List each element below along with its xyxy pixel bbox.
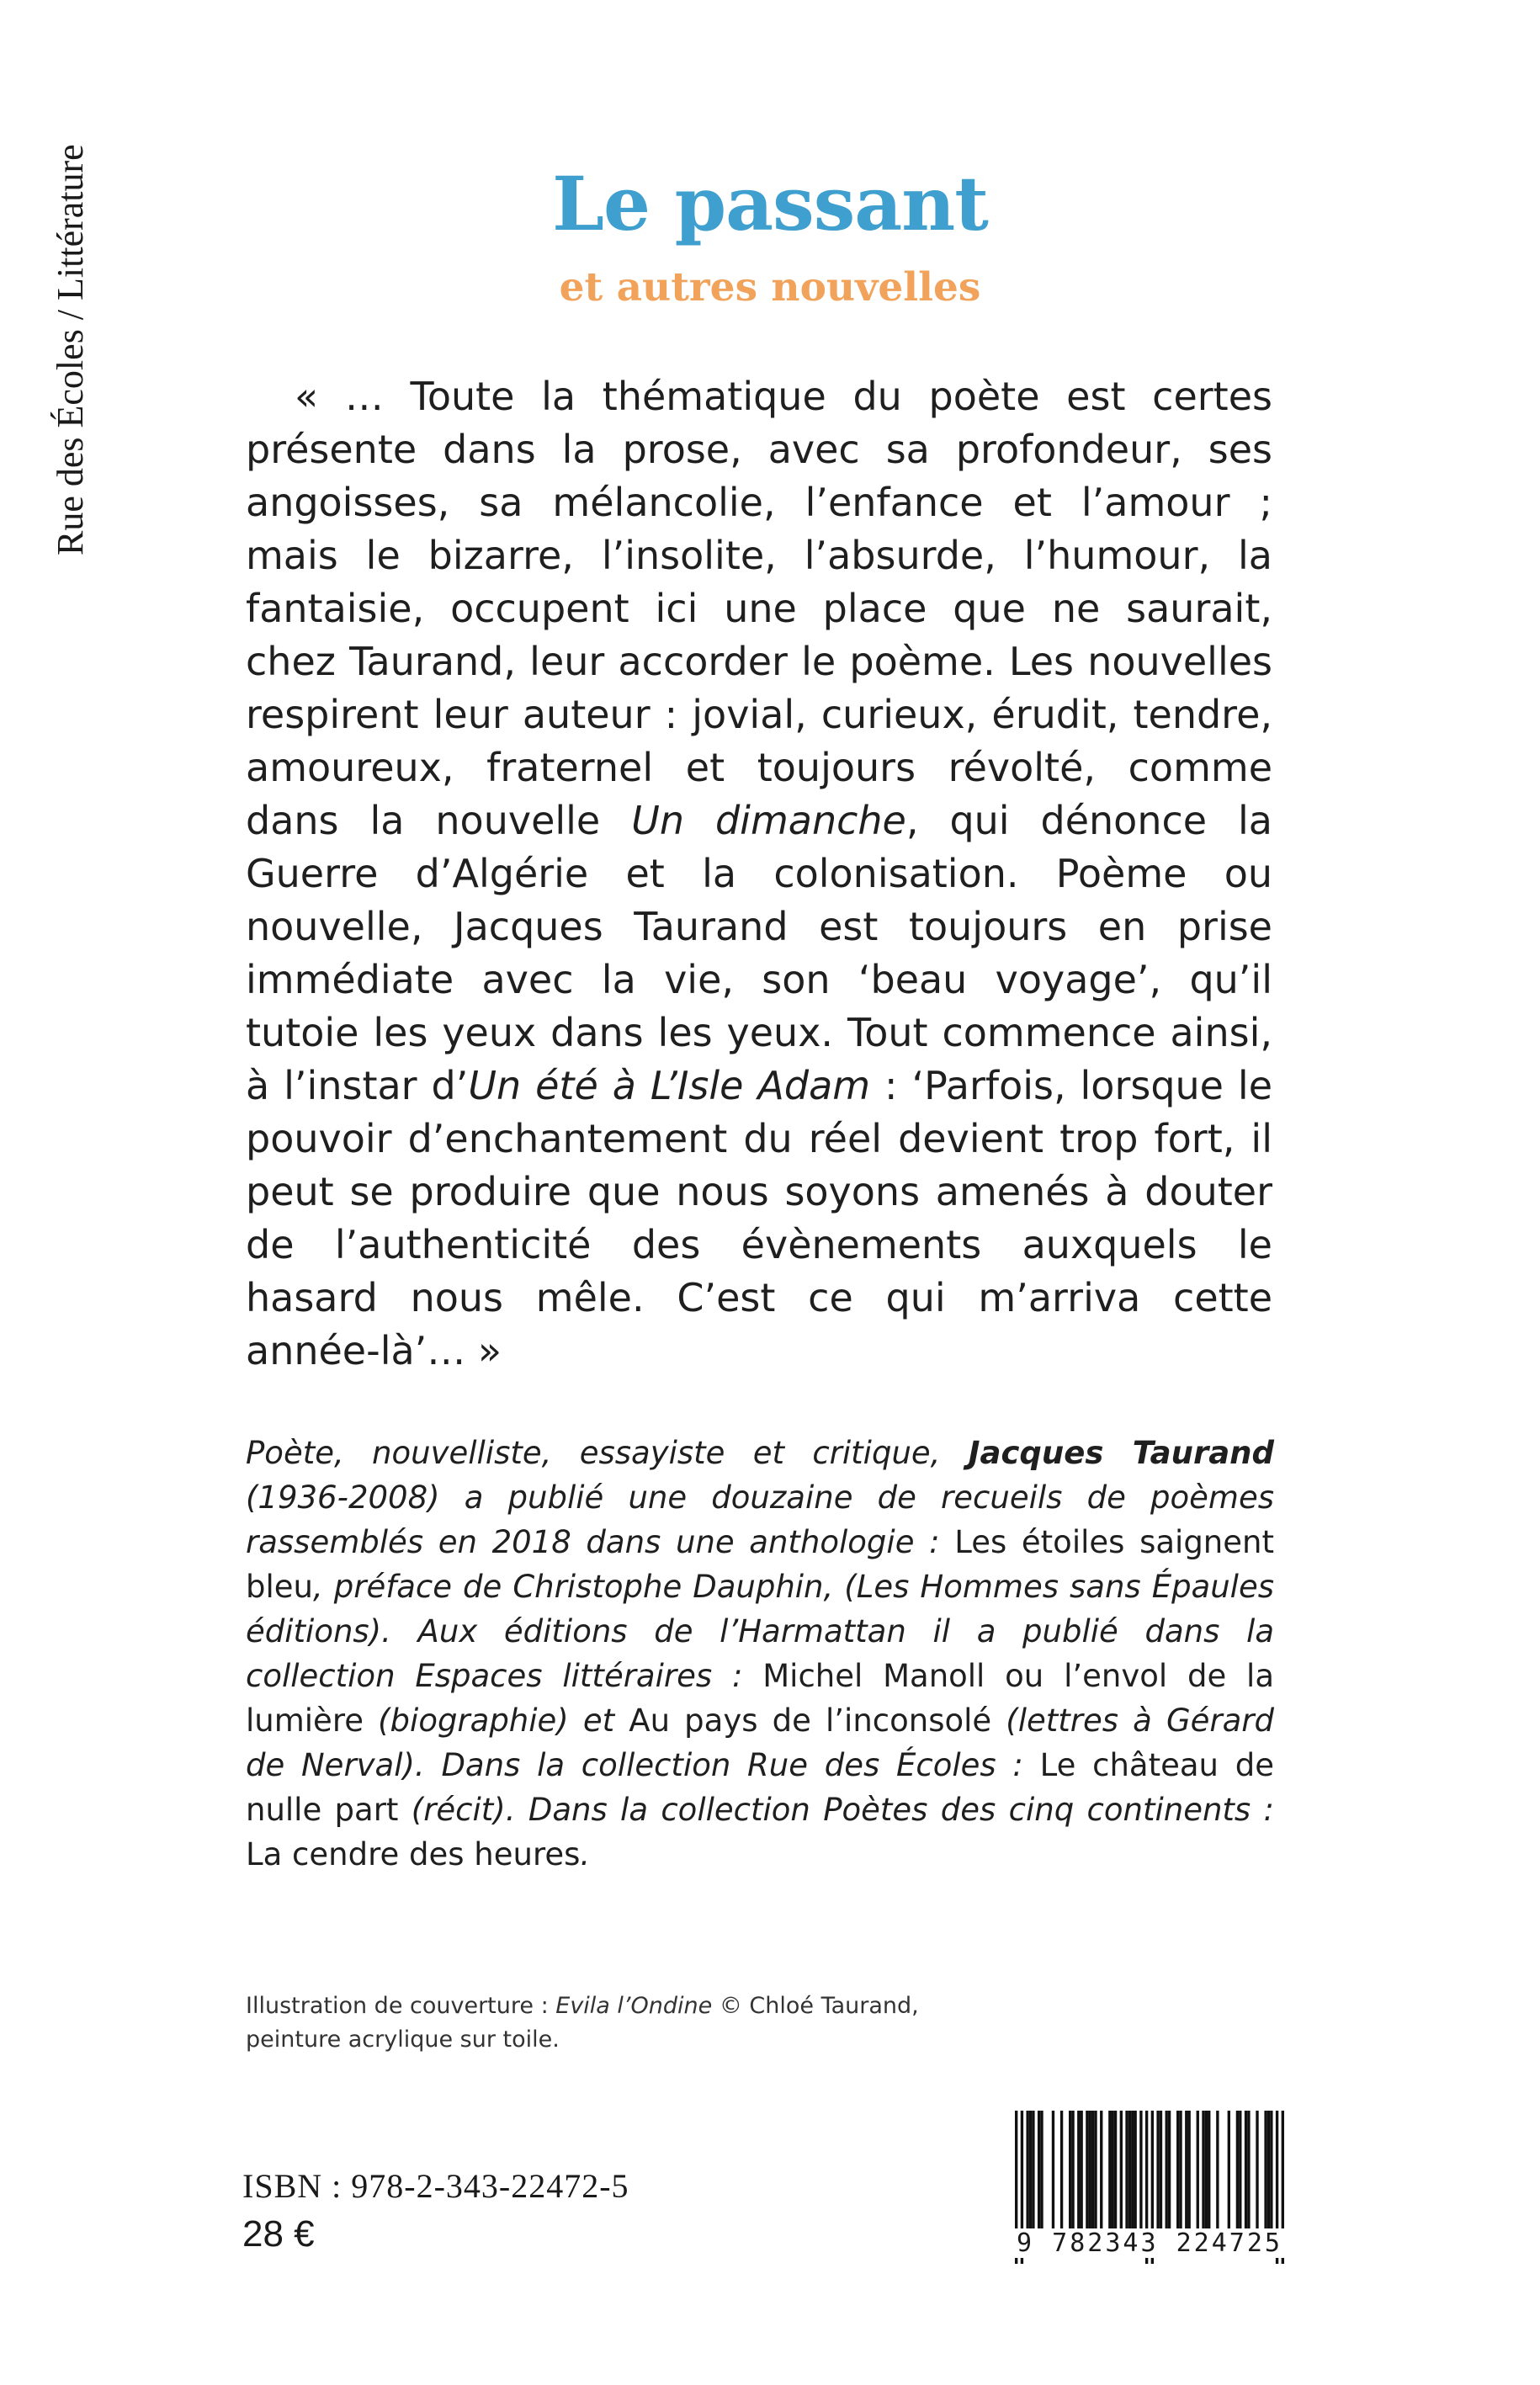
barcode-bar [1040,2111,1043,2234]
barcode-bar [1077,2111,1080,2234]
credit-line-2: peinture acrylique sur toile. [246,2026,560,2053]
barcode-bar [1156,2111,1159,2234]
barcode-bar [1094,2111,1097,2234]
barcode-bar [1208,2111,1210,2234]
bio-text-1: Poète, nouvelliste, essayiste et critique, [246,1435,969,1471]
barcode-bar [1160,2111,1162,2234]
barcode-bar [1069,2111,1071,2234]
barcode-bar [1236,2111,1239,2234]
quote-text-2: , qui dénonce la Guerre d’Algérie et la colonisation. Poème ou nouvelle, Jacques Taurand est toujours en prise immédiate avec la vie, son ‘beau voyage’, qu’il tutoie les yeux dans les yeux. Tout commence ainsi, à l’instar d’ [246,798,1272,1108]
barcode-bar [1114,2111,1117,2234]
book-subtitle: et autres nouvelles [559,264,981,311]
barcode-bar [1038,2111,1040,2234]
barcode-bar [1108,2111,1111,2234]
barcode-bar [1139,2111,1142,2234]
illustration-credit [246,1989,1087,2057]
barcode-bar [1060,2111,1063,2234]
barcode-bar [1134,2111,1136,2234]
bio-text-4: (biographie) et [363,1702,629,1739]
bio-book-2: Michel Manoll ou l’envol de la lumière [246,1658,1274,1739]
bio-book-4: Le château de nulle part [246,1747,1274,1828]
barcode-bar [1131,2111,1134,2234]
barcode-bar [1185,2111,1187,2234]
bio-text-7: . [580,1836,591,1872]
barcode-bar [1166,2111,1168,2234]
credit-prefix: Illustration de couverture : [246,1993,556,2019]
barcode-bar [1264,2111,1267,2234]
book-title: Le passant [552,160,988,247]
quote-title-1: Un dimanche [631,798,906,843]
barcode-bar [1216,2111,1219,2234]
collection-label: Rue des Écoles / Littérature [50,144,91,555]
barcode-bar [1228,2111,1230,2234]
barcode-bar [1239,2111,1241,2234]
barcode-digits: 9 782343 224725 [1006,2228,1293,2258]
author-bio [246,1431,1274,1877]
barcode-bar [1245,2111,1247,2234]
bio-text-2: (1936-2008) a publié une douzaine de recueils de poèmes rassemblés en 2018 dans une anthologie : [246,1479,1274,1560]
isbn-label: ISBN : 978-2-343-22472-5 [242,2167,629,2205]
barcode-bar [1247,2111,1250,2234]
quote-text-1: « … Toute la thématique du poète est certes présente dans la prose, avec sa profondeur, ses angoisses, sa mélancolie, l’enfance et l’amour ; mais le bizarre, l’insolite, l’absurde, l’humour, la fantaisie, occupent ici une place que ne saurait, chez Taurand, leur accorder le poème. Les nouvelles respirent leur auteur : jovial, curieux, érudit, tendre, amoureux, fraternel et toujours révolté, comme dans la nouvelle [246,374,1272,843]
barcode-bar [1128,2111,1131,2234]
barcode-bar [1270,2111,1272,2234]
barcode-bar [1125,2111,1128,2234]
bio-text-5: (lettres à Gérard de Nerval). Dans la collection Rue des Écoles : [246,1702,1274,1783]
barcode-bar [1071,2111,1074,2234]
barcode-bar [1256,2111,1258,2234]
barcode-bar [1086,2111,1088,2234]
bio-book-3: Au pays de l’inconsolé [629,1702,992,1739]
barcode-bar [1052,2111,1054,2234]
barcode-bar [1179,2111,1182,2234]
barcode-bar [1100,2111,1102,2234]
barcode-bar [1112,2111,1114,2234]
quote-text-3: : ‘Parfois, lorsque le pouvoir d’enchantement du réel devient trop fort, il peut se produire que nous soyons amenés à douter de l’authenticité des évènements auxquels le hasard nous mêle. C’est ce qui m’arriva cette année-là’… » [246,1063,1273,1373]
barcode-bar [1026,2111,1028,2234]
bio-book-1: Les étoiles saignent bleu [246,1524,1274,1605]
barcode-bar [1202,2111,1204,2234]
credit-work: Evila l’Ondine [555,1993,713,2019]
bio-book-5: La cendre des heures [246,1836,581,1872]
price-label: 28 € [242,2213,315,2255]
quote-title-2: Un été à L’Isle Adam [468,1063,871,1108]
barcode-bar [1032,2111,1034,2234]
barcode-bar [1197,2111,1199,2234]
barcode-bar [1120,2111,1123,2234]
bio-text-3: , préface de Christophe Dauphin, (Les Hommes sans Épaules éditions). Aux éditions de l’Harmattan il a publié dans la collection Espaces littéraires : [246,1569,1274,1694]
barcode-bar [1091,2111,1094,2234]
credit-suffix: © Chloé Taurand, [712,1993,919,2019]
barcode-bar [1187,2111,1190,2234]
barcode-bar [1267,2111,1270,2234]
author-name: Jacques Taurand [968,1435,1274,1471]
barcode-bar [1029,2111,1032,2234]
barcode-bar [1089,2111,1091,2234]
barcode-bar [1080,2111,1082,2234]
bio-text-6: (récit). Dans la collection Poètes des cinq continents : [398,1792,1274,1828]
barcode-bar [1168,2111,1171,2234]
barcode-bar [1205,2111,1208,2234]
barcode-bar [1176,2111,1179,2234]
blurb-quote [246,370,1272,1378]
